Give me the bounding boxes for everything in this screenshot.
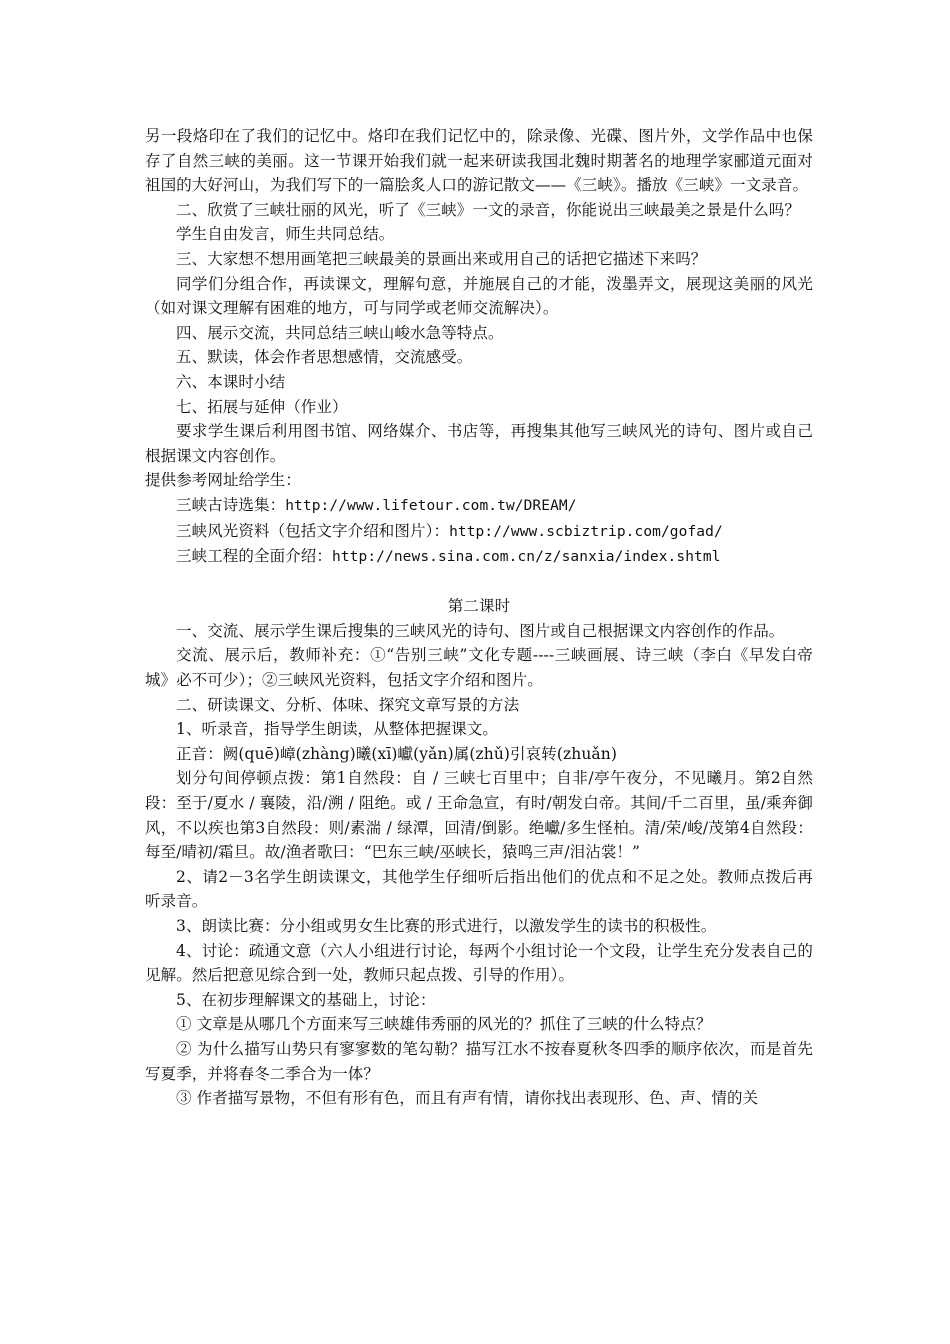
paragraph-reference-intro: 提供参考网址给学生： bbox=[145, 471, 302, 490]
paragraph-second-step-1: 一、交流、展示学生课后搜集的三峡风光的诗句、图片或自己根据课文内容创作的作品。 bbox=[176, 621, 785, 640]
paragraph-step-3: 三、大家想不想用画笔把三峡最美的景画出来或用自己的话把它描述下来吗？ bbox=[176, 249, 707, 268]
reference-scenery-url[interactable]: http://www.scbiztrip.com/gofad/ bbox=[449, 523, 723, 540]
paragraph-listen: 1、听录音，指导学生朗读，从整体把握课文。 bbox=[176, 720, 498, 739]
paragraph-group-discussion: 4、讨论：疏通文意（六人小组进行讨论，每两个小组讨论一个文段，让学生充分发表自己的见解。然后把意见综合到一处，教师只起点拨、引导的作用）。 bbox=[145, 941, 813, 985]
question-2: ② 为什么描写山势只有寥寥数的笔勾勒？描写江水不按春夏秋冬四季的顺序依次，而是首先写夏季，并将春冬二季合为一体？ bbox=[145, 1039, 813, 1083]
reference-project-label: 三峡工程的全面介绍： bbox=[176, 547, 333, 566]
paragraph-discussion: 学生自由发言，师生共同总结。 bbox=[176, 225, 395, 244]
reference-scenery bbox=[145, 519, 813, 545]
reference-poems-label: 三峡古诗选集： bbox=[176, 495, 286, 514]
paragraph-reading: 2、请2－3名学生朗读课文，其他学生仔细听后指出他们的优点和不足之处。教师点拨后再听录音。 bbox=[145, 867, 813, 911]
reference-project bbox=[145, 544, 813, 570]
paragraph-pronunciation: 正音：阙(quē)嶂(zhàng)曦(xī)巘(yǎn)属(zhǔ)引哀转(zhuǎn) bbox=[176, 744, 618, 763]
reference-project-url[interactable]: http://news.sina.com.cn/z/sanxia/index.shtml bbox=[332, 549, 721, 566]
paragraph-pauses: 划分句间停顿点拨：第1自然段：自 / 三峡七百里中；自非/亭午夜分，不见曦月。第2自然段：至于/夏水 / 襄陵，沿/溯 / 阻绝。或 / 王命急宣，有时/朝发白帝。其间/千二百里，虽/乘奔御风，不以疾也第3自然段：则/素湍 / 绿潭，回清/倒影。绝巘/多生怪柏。清/荣/峻/茂第4自然段：每至/晴初/霜旦。故/渔者歌曰：“巴东三峡/巫峡长，猿鸣三声/泪沾裳！” bbox=[145, 769, 813, 862]
paragraph-discuss-intro: 5、在初步理解课文的基础上，讨论： bbox=[176, 990, 436, 1009]
paragraph-step-6: 六、本课时小结 bbox=[176, 372, 286, 391]
document-page bbox=[145, 124, 813, 1111]
paragraph-step-2: 二、欣赏了三峡壮丽的风光，听了《三峡》一文的录音，你能说出三峡最美之景是什么吗？ bbox=[176, 200, 801, 219]
paragraph-homework: 要求学生课后利用图书馆、网络媒介、书店等，再搜集其他写三峡风光的诗句、图片或自己根据课文内容创作。 bbox=[145, 422, 813, 465]
paragraph-second-step-2: 二、研读课文、分析、体味、探究文章写景的方法 bbox=[176, 695, 520, 714]
question-3: ③ 作者描写景物，不但有形有色，而且有声有情，请你找出表现形、色、声、情的关 bbox=[176, 1089, 759, 1108]
reference-scenery-label: 三峡风光资料（包括文字介绍和图片）： bbox=[176, 521, 450, 540]
paragraph-intro: 另一段烙印在了我们的记忆中。烙印在我们记忆中的，除录像、光碟、图片外，文学作品中也保存了自然三峡的美丽。这一节课开始我们就一起来研读我国北魏时期著名的地理学家郦道元面对祖国的大好河山，为我们写下的一篇脍炙人口的游记散文——《三峡》。播放《三峡》一文录音。 bbox=[145, 127, 813, 195]
reference-poems-url[interactable]: http://www.lifetour.com.tw/DREAM/ bbox=[285, 497, 577, 514]
paragraph-group-work: 同学们分组合作，再读课文，理解句意，并施展自己的才能，泼墨弄文，展现这美丽的风光（如对课文理解有困难的地方，可与同学或老师交流解决）。 bbox=[145, 274, 813, 318]
question-1: ① 文章是从哪几个方面来写三峡雄伟秀丽的风光的？抓住了三峡的什么特点？ bbox=[176, 1015, 712, 1034]
paragraph-contest: 3、朗读比赛：分小组或男女生比赛的形式进行，以激发学生的读书的积极性。 bbox=[176, 917, 717, 935]
paragraph-step-4: 四、展示交流，共同总结三峡山峻水急等特点。 bbox=[176, 323, 504, 342]
reference-poems bbox=[145, 493, 813, 519]
paragraph-teacher-supplement: 交流、展示后，教师补充：①“告别三峡”文化专题----三峡画展、诗三峡（李白《早发白帝城》必不可少）；②三峡风光资料，包括文字介绍和图片。 bbox=[145, 646, 813, 690]
paragraph-step-7: 七、拓展与延伸（作业） bbox=[176, 397, 348, 416]
section-heading: 第二课时 bbox=[447, 597, 511, 616]
paragraph-step-5: 五、默读，体会作者思想感情，交流感受。 bbox=[176, 348, 473, 367]
section-gap bbox=[145, 570, 813, 595]
